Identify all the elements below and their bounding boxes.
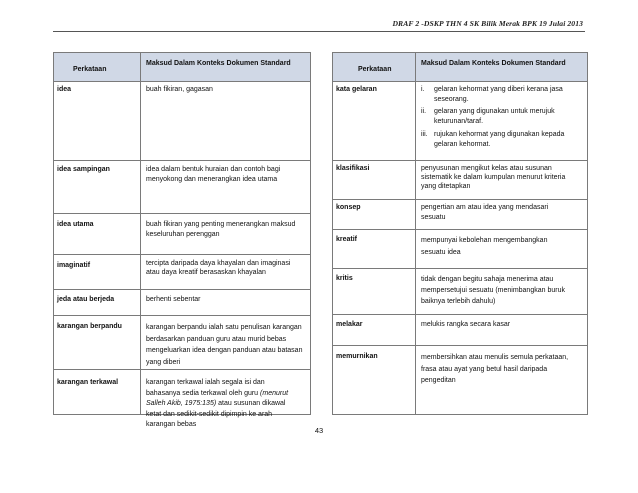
table-row [333,315,587,346]
table-header [54,53,310,82]
meaning-cell: mempunyai kebolehan mengembangkan sesuatu idea [421,237,548,256]
page-number: 43 [314,426,324,435]
term-cell: idea utama [57,221,94,228]
table-row [54,290,310,316]
list-item: rujukan kehormat yang digunakan kepada gelaran kehormat. [434,131,565,148]
term-cell: kritis [336,275,353,282]
meaning-cell: pengertian am atau idea yang mendasari sesuatu [421,204,549,222]
right-glossary-table [332,52,588,415]
list-number: ii. [421,108,427,115]
term-cell: jeda atau berjeda [57,296,115,303]
column-header-term: Perkataan [73,66,107,73]
list-item: gelaran yang digunakan untuk merujuk keturunan/taraf. [434,108,555,125]
document-header: DRAF 2 -DSKP THN 4 SK Bilik Merak BPK 19 Julai 2013 [392,19,583,28]
table-row [54,214,310,255]
table-row [333,161,587,200]
meaning-cell: tidak dengan begitu sahaja menerima atau mempersetujui sesuatu (menimbangkan buruk baiknya terlebih dahulu) [421,276,565,305]
term-cell: kata gelaran [336,86,377,93]
term-cell: idea [57,86,72,93]
term-cell: idea sampingan [57,166,110,173]
term-cell: karangan terkawal [57,379,119,386]
header-rule [53,31,585,32]
term-cell: kreatif [336,236,358,243]
meaning-cell: karangan berpandu ialah satu penulisan karangan berdasarkan panduan guru atau murid bebas mengeluarkan idea dengan panduan atau batasan yang diberi [146,324,303,366]
table-row [333,230,587,269]
term-cell: imaginatif [57,262,91,269]
table-row [54,82,310,161]
table-row [333,346,587,414]
meaning-cell: berhenti sebentar [146,296,201,303]
meaning-cell: karangan terkawal ialah segala isi dan bahasanya sedia terkawal oleh guru (menurut Salleh Akib, 1975:135) atau susunan dikawal ketat dan sedikit-sedikit dipimpin ke arah karangan bebas [146,379,289,428]
table-row [54,316,310,370]
list-item: gelaran kehormat yang diberi kerana jasa seseorang. [434,86,563,103]
table-row [54,255,310,290]
meaning-cell: buah fikiran, gagasan [146,86,213,93]
meaning-cell: melukis rangka secara kasar [421,321,511,328]
meaning-cell: idea dalam bentuk huraian dan contoh bagi menyokong dan menerangkan idea utama [146,166,281,184]
term-cell: memurnikan [336,353,378,360]
table-row [333,269,587,315]
column-header-term: Perkataan [358,66,392,73]
meaning-cell: penyusunan mengikut kelas atau susunan sistematik ke dalam kumpulan menurut kriteria yang ditetapkan [421,165,566,190]
citation: (menurut Salleh Akib, 1975:135) [146,389,289,407]
left-glossary-table [53,52,311,428]
list-number: i. [421,86,425,93]
term-cell: karangan berpandu [57,323,122,330]
column-header-meaning: Maksud Dalam Konteks Dokumen Standard [421,60,566,67]
table-header [333,53,587,82]
term-cell: klasifikasi [336,165,370,172]
table-row [333,82,587,161]
list-number: iii. [421,131,428,138]
table-row [333,200,587,230]
meaning-cell: buah fikiran yang penting menerangkan maksud keseluruhan perenggan [146,221,296,239]
meaning-cell: tercipta daripada daya khayalan dan imaginasi atau daya kreatif berasaskan khayalan [146,260,291,276]
table-row [54,370,310,428]
term-cell: konsep [336,204,361,211]
column-header-meaning: Maksud Dalam Konteks Dokumen Standard [146,60,291,67]
term-cell: melakar [336,321,363,328]
meaning-cell: membersihkan atau menulis semula perkataan, frasa atau ayat yang betul hasil daripada pengeditan [421,354,569,384]
table-row [54,161,310,214]
